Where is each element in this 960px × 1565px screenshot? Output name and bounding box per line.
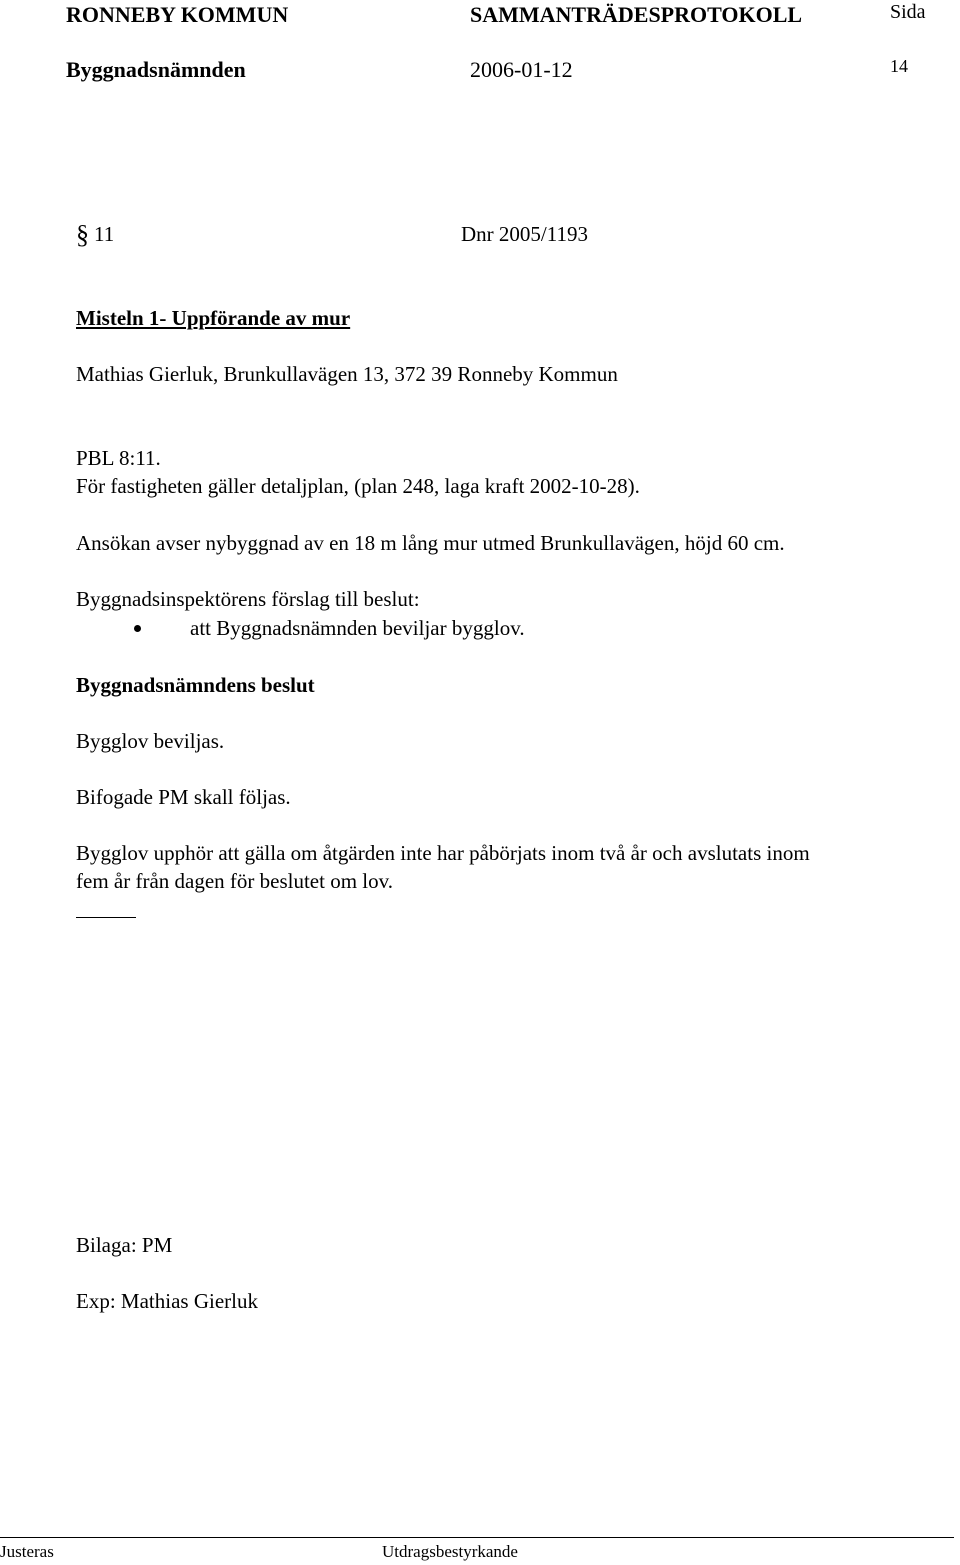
decision-granted: Bygglov beviljas. — [76, 729, 225, 753]
page-number: 14 — [890, 56, 908, 76]
decision-pm-note: Bifogade PM skall följas. — [76, 785, 291, 809]
section-end-rule — [76, 917, 136, 918]
page-label: Sida — [890, 1, 926, 23]
document-type: SAMMANTRÄDESPROTOKOLL — [470, 2, 803, 27]
diary-number: Dnr 2005/1193 — [461, 222, 588, 246]
committee-name: Byggnadsnämnden — [66, 57, 246, 82]
meeting-date: 2006-01-12 — [470, 57, 573, 82]
proposal-item: att Byggnadsnämnden beviljar bygglov. — [190, 616, 525, 640]
footer-rule — [0, 1537, 954, 1538]
section-number: 11 — [94, 222, 115, 246]
applicant-line: Mathias Gierluk, Brunkullavägen 13, 372 39 Ronneby Kommun — [76, 362, 618, 386]
bullet-icon — [134, 625, 141, 632]
decision-heading: Byggnadsnämndens beslut — [76, 673, 315, 697]
municipality-name: RONNEBY KOMMUN — [66, 2, 289, 27]
validity-line-1: Bygglov upphör att gälla om åtgärden inte har påbörjats inom två år och avslutats inom — [76, 841, 810, 865]
dispatch-line: Exp: Mathias Gierluk — [76, 1289, 258, 1313]
pbl-reference: PBL 8:11. — [76, 446, 161, 470]
proposal-heading: Byggnadsinspektörens förslag till beslut: — [76, 587, 420, 611]
matter-title: Misteln 1- Uppförande av mur — [76, 306, 351, 330]
plan-note: För fastigheten gäller detaljplan, (plan 248, laga kraft 2002-10-28). — [76, 474, 640, 498]
section-symbol: § — [76, 220, 89, 249]
application-description: Ansökan avser nybyggnad av en 18 m lång mur utmed Brunkullavägen, höjd 60 cm. — [76, 531, 785, 555]
footer-justeras: Justeras — [0, 1542, 54, 1561]
attachment-line: Bilaga: PM — [76, 1233, 173, 1257]
validity-line-2: fem år från dagen för beslutet om lov. — [76, 869, 394, 893]
footer-utdragsbestyrkande: Utdragsbestyrkande — [382, 1542, 518, 1561]
